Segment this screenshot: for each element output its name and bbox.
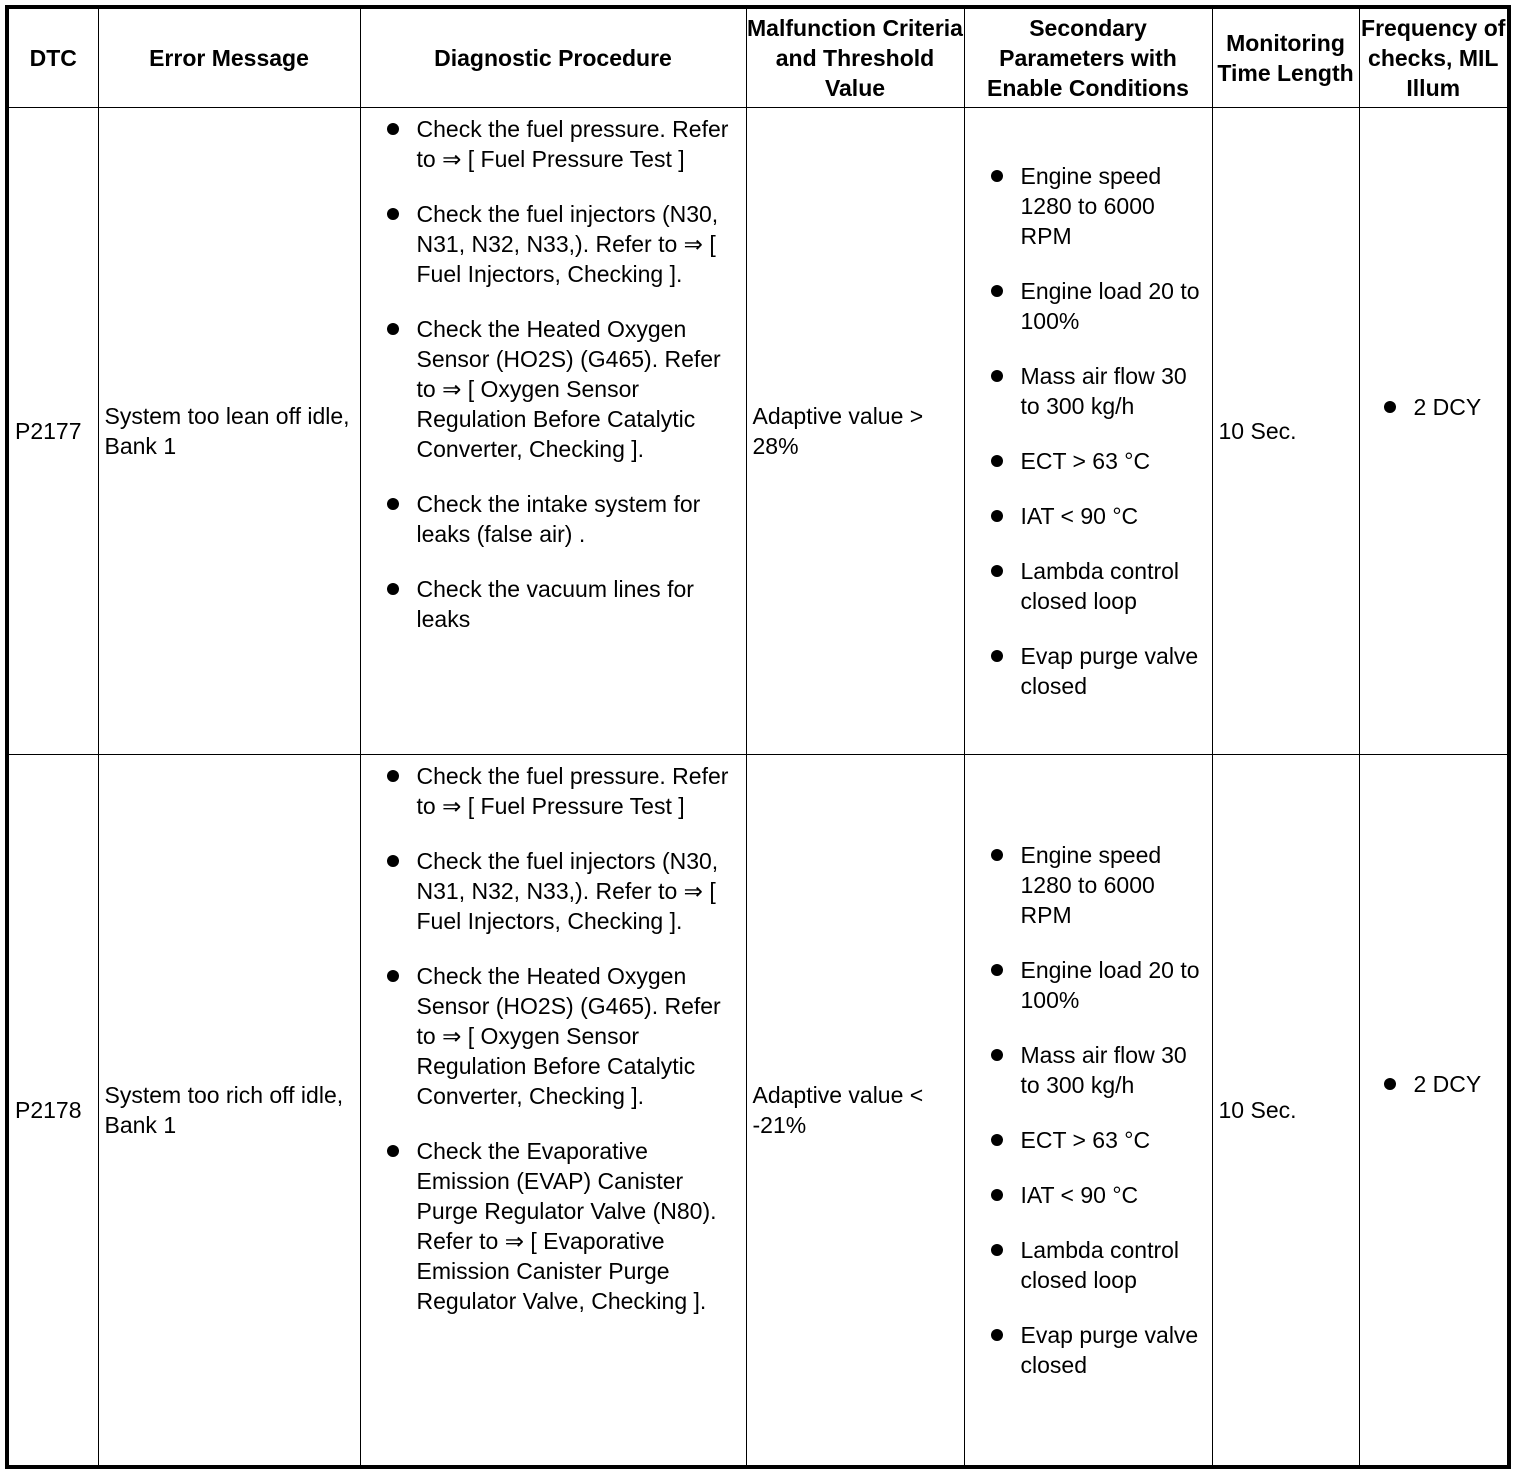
header-diagnostic-procedure: Diagnostic Procedure	[360, 7, 746, 108]
header-frequency: Frequency of checks, MIL Illum	[1359, 7, 1509, 108]
frequency-value: 2 DCY	[1360, 1069, 1508, 1099]
procedure-step: Check the fuel pressure. Refer to ⇒ [ Fuel Pressure Test ]	[417, 114, 738, 174]
procedure-step: Check the Evaporative Emission (EVAP) Canister Purge Regulator Valve (N80). Refer to ⇒ [ Evaporative Emission Canister Purge Regulator Valve, Checking ].	[417, 1136, 738, 1316]
secondary-parameter: Engine speed 1280 to 6000 RPM	[1021, 161, 1204, 251]
table-row	[7, 755, 1509, 1468]
secondary-list	[965, 161, 1212, 701]
procedure-step: Check the fuel injectors (N30, N31, N32, N33,). Refer to ⇒ [ Fuel Injectors, Checking ].	[417, 199, 738, 289]
malfunction-criteria: Adaptive value < -21%	[746, 755, 964, 1468]
header-dtc: DTC	[7, 7, 98, 108]
secondary-parameter: Lambda control closed loop	[1021, 556, 1204, 616]
monitoring-time: 10 Sec.	[1212, 108, 1359, 755]
secondary-parameter: Mass air flow 30 to 300 kg/h	[1021, 361, 1204, 421]
header-malfunction-criteria: Malfunction Criteria and Threshold Value	[746, 7, 964, 108]
frequency	[1359, 755, 1509, 1468]
procedure-step: Check the Heated Oxygen Sensor (HO2S) (G465). Refer to ⇒ [ Oxygen Sensor Regulation Before Catalytic Converter, Checking ].	[417, 961, 738, 1111]
table-row	[7, 108, 1509, 755]
secondary-parameter: ECT > 63 °C	[1021, 446, 1204, 476]
secondary-parameters	[964, 108, 1212, 755]
header-secondary-parameters: Secondary Parameters with Enable Conditions	[964, 7, 1212, 108]
procedure-step: Check the fuel injectors (N30, N31, N32, N33,). Refer to ⇒ [ Fuel Injectors, Checking ].	[417, 846, 738, 936]
secondary-parameter: Engine load 20 to 100%	[1021, 955, 1204, 1015]
dtc-code: P2177	[7, 108, 98, 755]
header-monitoring-time: Monitoring Time Length	[1212, 7, 1359, 108]
procedure-list	[361, 755, 746, 1322]
procedure-list	[361, 108, 746, 640]
procedure-step: Check the fuel pressure. Refer to ⇒ [ Fuel Pressure Test ]	[417, 761, 738, 821]
secondary-parameter: ECT > 63 °C	[1021, 1125, 1204, 1155]
header-error-message: Error Message	[98, 7, 360, 108]
header-row	[7, 7, 1509, 108]
dtc-table	[5, 5, 1511, 1469]
procedure-step: Check the Heated Oxygen Sensor (HO2S) (G465). Refer to ⇒ [ Oxygen Sensor Regulation Before Catalytic Converter, Checking ].	[417, 314, 738, 464]
secondary-parameter: Lambda control closed loop	[1021, 1235, 1204, 1295]
secondary-list	[965, 840, 1212, 1380]
monitoring-time: 10 Sec.	[1212, 755, 1359, 1468]
secondary-parameter: IAT < 90 °C	[1021, 1180, 1204, 1210]
dtc-code: P2178	[7, 755, 98, 1468]
secondary-parameter: Engine load 20 to 100%	[1021, 276, 1204, 336]
error-message: System too rich off idle, Bank 1	[98, 755, 360, 1468]
secondary-parameter: IAT < 90 °C	[1021, 501, 1204, 531]
frequency	[1359, 108, 1509, 755]
malfunction-criteria: Adaptive value > 28%	[746, 108, 964, 755]
diagnostic-procedure	[360, 755, 746, 1468]
secondary-parameter: Engine speed 1280 to 6000 RPM	[1021, 840, 1204, 930]
secondary-parameter: Evap purge valve closed	[1021, 1320, 1204, 1380]
procedure-step: Check the vacuum lines for leaks	[417, 574, 738, 634]
procedure-step: Check the intake system for leaks (false air) .	[417, 489, 738, 549]
error-message: System too lean off idle, Bank 1	[98, 108, 360, 755]
diagnostic-procedure	[360, 108, 746, 755]
secondary-parameter: Mass air flow 30 to 300 kg/h	[1021, 1040, 1204, 1100]
secondary-parameters	[964, 755, 1212, 1468]
secondary-parameter: Evap purge valve closed	[1021, 641, 1204, 701]
frequency-value: 2 DCY	[1360, 392, 1508, 422]
